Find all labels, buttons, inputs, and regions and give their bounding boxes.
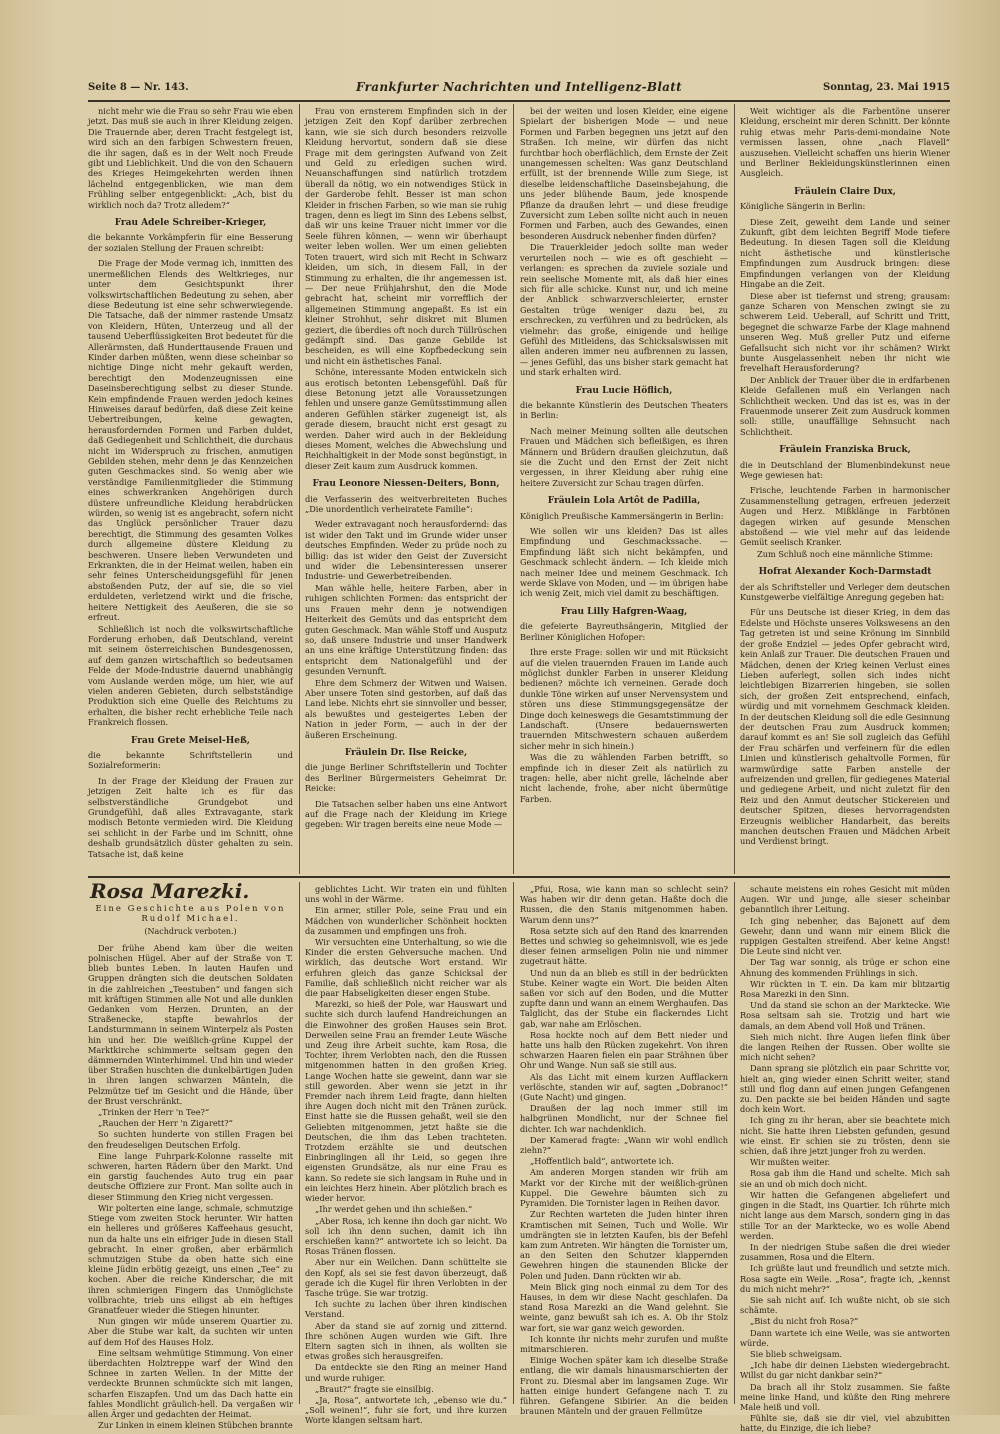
paragraph: Man wähle helle, heitere Farben, aber in ruhigen schlichten Formen: das entspricht der uns Frauen mehr denn je notwendigen Heiterkeit des Gemüts und das entspricht dem guten Geschmack. Man wähle Stoff und Ausputz so, daß unsere Industrie und unser Handwerk an uns eine kräftige Unterstützung finden: das entspricht dem Nationalgefühl und der gesunden Vernunft. xyxy=(305,582,507,677)
paragraph: Schöne, interessante Moden entwickeln sich aus erotisch betonten Lebensgefühl. Daß für diese Betonung jetzt alle Voraussetzungen fehlen und unsere ganze Gemütsstimmung allen anderen Gefühlen stärker zugeneigt ist, als gerade diesem, braucht nicht erst gesagt zu werden. Daher wird auch in der Bekleidung dieses Moment, welches die Abwechslung und Reichhaltigkeit in der Mode sonst begünstigt, in dieser Zeit kaum zum Ausdruck kommen. xyxy=(305,367,507,471)
paragraph: Wir mußten weiter. xyxy=(750,1157,831,1168)
column-divider xyxy=(734,882,735,1404)
reprint-note: (Nachdruck verboten.) xyxy=(144,926,237,936)
paragraph: Rosa hockte noch auf dem Bett nieder und hatte uns halb den Rücken zugekehrt. Von ihren schwarzen Haaren fielen ein paar Strähnen über Ohr und Wange. Nun saß sie still aus. xyxy=(520,1029,728,1071)
author-description: die gefeierte Bayreuthsängerin, Mitglied der Berliner Königlichen Hofoper: xyxy=(520,621,728,642)
masthead xyxy=(88,78,950,102)
author-heading: Fräulein Franziska Bruck, xyxy=(779,445,911,456)
paragraph: „Bist du nicht froh Rosa?“ xyxy=(750,1316,859,1327)
paragraph: Wir hatten die Gefangenen abgeliefert und gingen in die Stadt, ins Quartier. Ich rührte mich nicht lange aus dem Marsch, sondern ging in das stille Tor an der Marktecke, wo es wolle Abend werden. xyxy=(740,1189,950,1241)
paragraph: Die Frage der Mode vermag ich, inmitten des unermeßlichen Elends des Weltkrieges, nur unter dem Gesichtspunkt ihrer volkswirtschaftlichen Bedeutung zu sehen, aber diese Bedeutung ist eine sehr schwerwiegende. Die Tatsache, daß der nimmer rastende Umsatz von Kleidern, Hüten, Unterzeug und all der tausend Ueberflüssigkeiten Brot bedeutet für die Allerärmsten, daß Hunderttausende Frauen und Kinder darben müßten, wenn diese scheinbar so nichtige Dinge nicht mehr gekauft werden, berechtigt den Modenzeugnissen eine Daseinsberechtigung selbst zu dieser Stunde. Kein empfindende Frauen werden jedoch keines Hinweises darauf bedürfen, daß diese Zeit keine Uebertreibungen, keine gewagten, herausfordernden Formen und Farben duldet, daß Gediegenheit und Schlichtheit, die durchaus nicht im Widerspruch zu frischen, anmutigen Gebilden stehen, mehr denn je das Kennzeichen guten Geschmackes sind. So wenig aber wie verständige Familienmitglieder die Stimmung eines schwerkranken Angehörigen durch düstere unfreundliche Kleidung herabdrücken würden, so wenig ist es angebracht, sofern nicht das Unglück persönlicher Trauer dazu berechtigt, die Stimmung des gesamten Volkes durch allgemeine düstere Kleidung zu beschweren. Unsere lieben Verwundeten und Erkrankten, die in der Heimat weilen, haben ein sehr feines Unterscheidungsgefühl für jenen abstoßenden Putz, der auf sie, die so viel erduldeten, verletzend wirkt und die frische, heitere Nettigkeit des Aeußeren, die sie so erfreut. xyxy=(88,258,293,623)
paragraph: Draußen der lag noch immer still im halbgrünen Mondlicht, nur der Schnee fiel dichter. Ich war nachdenklich. xyxy=(520,1103,728,1134)
paragraph: nicht mehr wie die Frau so sehr Frau wie eben jetzt. Das muß sie auch in ihrer Kleidung zeigen. Die Trauernde aber, deren Tracht festgelegt ist, wird sich an den farbigen Schwestern freuen, die ihr sagen, daß es in der Welt noch Freude gibt und Lieblichkeit. Und die von den Schauern des Krieges Heimgekehrten werden ihnen lächelnd entgegenblicken, wie man dem Frühling selber entgegenblickt: „Ach, bist du wirklich noch da? Trotz alledem?“ xyxy=(88,106,293,210)
paragraph: Und nun da an blieb es still in der bedrückten Stube. Keiner wagte ein Wort. Die beiden Alten saßen vor sich auf den Boden, und die Mutter zupfte dann und wann an einem Werghaufen. Das Talglicht, das der Stube ein flackerndes Licht gab, war nahe am Erlöschen. xyxy=(520,967,728,1029)
paragraph: „Ich habe dir deinen Liebsten wiedergebracht. Willst du gar nicht dankbar sein?“ xyxy=(740,1360,950,1381)
issue-date: Sonntag, 23. Mai 1915 xyxy=(822,82,950,93)
paragraph: Ehre dem Schmerz der Witwen und Waisen. Aber unsere Toten sind gestorben, auf daß das Land lebe. Nichts ehrt sie sinnvoller und besser, als bewußtes und gesteigertes Leben der Nation in jeder Form, — auch in der der äußeren Erscheinung. xyxy=(305,677,507,740)
author-description: die bekannte Vorkämpferin für eine Besserung der sozialen Stellung der Frauen schreibt: xyxy=(88,232,293,253)
author-description: die bekannte Künstlerin des Deutschen Theaters in Berlin: xyxy=(520,399,728,421)
paragraph: Frische, leuchtende Farben in harmonischer Zusammenstellung getragen, erfreuen jederzeit Augen und Herz. Mißklänge in Farbtönen dagegen wirken auf gesunde Menschen abstoßend — wie viel mehr auf das leidende Gemüt seelisch Kranker. xyxy=(740,485,950,548)
paragraph: Rosa setzte sich auf den Rand des knarrenden Bettes und schwieg so geheimnisvoll, wie es jede dieser feinen armseligen Polin nie und nimmer zugetraut hätte. xyxy=(520,925,728,967)
article-column-4 xyxy=(740,106,950,872)
paragraph: „Hoffentlich bald“, antwortete ich. xyxy=(530,1156,674,1167)
paragraph: Aber nur ein Weilchen. Dann schüttelte sie den Kopf, als sei sie fest davon überzeugt, daß gerade ich die Kugel für ihren Verlobten in der Tasche trüge. Sie war trotzig. xyxy=(305,1257,507,1298)
paragraph: Eine lange Fuhrpark-Kolonne rasselte mit schweren, harten Rädern über den Markt. Und ein garstig fauchendes Auto trug ein paar deutsche Offiziere zur Front. Man sollte auch in dieser Stimmung den Krieg nicht vergessen. xyxy=(88,1150,293,1202)
column-divider xyxy=(299,104,300,874)
paragraph: Da entdeckte sie den Ring an meiner Hand und wurde ruhiger. xyxy=(305,1362,507,1383)
page-number: Seite 8 — Nr. 143. xyxy=(88,82,189,93)
paragraph: So suchten hunderte von stillen Fragen bei den freudeseligen Deutschen Erfolg. xyxy=(88,1129,293,1150)
author-description: Königlich Preußische Kammersängerin in Berlin: xyxy=(520,510,724,521)
paragraph: In der Frage der Kleidung der Frauen zur jetzigen Zeit halte ich es für das selbstverständliche Grundgebot und Grundgefühl, daß alles Extravagante, stark modisch Betonte vermieden wird. Die Kleidung sei schlicht in der Farbe und im Schnitt, ohne deshalb grundsätzlich düster gehalten zu sein. Tatsache ist, daß keine xyxy=(88,775,293,859)
paragraph: Nach meiner Meinung sollten alle deutschen Frauen und Mädchen sich befleißigen, es ihren Männern und Brüdern draußen gleichzutun, daß sie die Zucht und den Ernst der Zeit nicht vergessen, in ihrer Kleidung aber ruhig eine heitere Zuversicht zur Schau tragen dürfen. xyxy=(520,425,728,488)
paragraph: Aber da stand sie auf zornig und zitternd. Ihre schönen Augen wurden wie Gift. Ihre Eltern sagten sich in ihnen, als wollten sie etwas großes sich herausgreifen. xyxy=(305,1320,507,1362)
column-divider xyxy=(513,882,514,1404)
paragraph: Was die zu wählenden Farben betrifft, so empfinde ich in dieser Zeit als natürlich zu tragen: helle, aber nicht grelle, lächelnde aber nicht lachende, frohe, aber nicht übermütige Farben. xyxy=(520,752,728,804)
story-title: Rosa Marezki. xyxy=(90,879,250,903)
paragraph: schaute meistens ein rohes Gesicht mit müden Augen. Wir und junge, alle sieser scheinbar gebanntlich ihrer Leitung. xyxy=(740,884,950,915)
paragraph: „Trinken der Herr 'n Tee?“ xyxy=(98,1107,210,1118)
paragraph: Für uns Deutsche ist dieser Krieg, in dem das Edelste und Höchste unseres Volkswesens an den Tag getreten ist und seine Krönung im Sinnbild der große Endziel — jedes Opfer gebracht wird, kein Anlaß zur Trauer. Die deutschen Frauen und Mädchen, denen der Krieg keinen Verlust eines Lieben auferlegt, sollen sich indes nicht leichtlebigen Bizarrerien hingeben, sie sollen sich, der großen Zeit entsprechend, einfach, würdig und mit vornehmem Geschmack kleiden. In der deutschen Kleidung soll die edle Gesinnung der deutschen Frau zum Ausdruck kommen; darauf kommt es an! Sie soll zugleich das Gefühl der Frau schärfen und verfeinern für die edlen Linien und künstlerisch gehaltvolle Formen, für warmwürdige satte Farben anstelle der aufreizenden und grellen, für gediegenes Material und gediegene Arbeit, und nicht zuletzt für den Reiz und den Anmut deutscher Stickereien und deutscher Spitzen, dieses hervorragendsten Erzeugnis weiblicher Handarbeit, das bereits manchen deutschen Frauen und Mädchen Arbeit und Verdienst bringt. xyxy=(740,607,950,847)
paragraph: Zur Rechten warteten die Juden hinter ihren Kramtischen mit Seinen, Tuch und Wolle. Wir umdrängten sie in letzten Kaufen, bis der Befehl kam zum Antreten. Wir hängten die Tornister um, an den Seiten den Schutzer klappernden Gewehren hingen die staunenden Blicke der Polen und Juden. Dann rückten wir ab. xyxy=(520,1209,728,1281)
paragraph: Dann sprang sie plötzlich ein paar Schritte vor, hielt an, ging wieder einen Schritt weiter, stand still und flog dann auf einen jungen Gefangenen zu. Den packte sie bei beiden Händen und sagte doch kein Wort. xyxy=(740,1063,950,1115)
author-description: Königliche Sängerin in Berlin: xyxy=(740,201,866,212)
paragraph: Dann wartete ich eine Weile, was sie antworten würde. xyxy=(740,1327,950,1348)
paragraph: Der Anblick der Trauer über die in erdfarbenen Kleide Gefallenen muß ein Verlangen nach Schlichtheit wecken. Und das ist es, was in der Frauenmode unserer Zeit zum Ausdruck kommen soll: stille, unauffällige Sehnsucht nach Schlichtheit. xyxy=(740,374,950,437)
paragraph: Eine seltsam wehmütige Stimmung. Von einer überdachten Holztreppe warf der Wind den Schnee in zarten Wellen. In der Mitte der verdeckte Brunnen schmückte sich mit langen, scharfen Eiszapfen. Und um das Dach hatte ein fahles Mondlicht gräulich-hell. Da vergaßen wir allen Ärger und gedachten der Heimat. xyxy=(88,1347,293,1419)
paragraph: Sieh mich nicht. Ihre Augen liefen flink über die langen Reihen der Russen. Ober wollte sie mich nicht sehen? xyxy=(740,1031,950,1063)
paragraph: Ich ging zu ihr heran, aber sie beachtete mich nicht. Sie hatte ihren Liebsten gefunden, gesund wie einst. Er schien sie zu trösten, denn sie schien, daß ihre jetzt junger froh zu werden. xyxy=(740,1115,950,1157)
paragraph: Ich ging nebenher, das Bajonett auf dem Gewehr, dann und wann mir einem Blick die ruppigen Gestalten streifend. Aber keine Angst! Die Leute sind nicht ver. xyxy=(740,915,950,957)
paragraph: Ich grüßte laut und freundlich und setzte mich. Rosa sagte ein Weile. „Rosa“, fragte ich, „kennst du mich nicht mehr?“ xyxy=(740,1263,950,1294)
paragraph: Der Kamerad fragte: „Wann wir wohl endlich ziehn?“ xyxy=(520,1134,728,1156)
author-description: die bekannte Schriftstellerin und Sozialreformerin: xyxy=(88,749,293,771)
author-heading: Frau Grete Meisel-Heß, xyxy=(131,735,250,746)
author-heading: Frau Lilly Hafgren-Waag, xyxy=(560,606,688,617)
paragraph: Die Trauerkleider jedoch sollte man weder verurteilen noch — wie es oft geschieht — verlangen: es sprechen da zuviele soziale und rein seelische Momente mit, als daß hier eines sich für alle schicke. Kunst nur, und ich meine der Anblick schwarzverschleierter, ernster Gestalten trüge weniger dazu bei, zu erschrecken, zu verführen und zu bedrücken, als vielmehr: das große, einigende und heilige Gefühl des Mitleidens, das Schicksalswissen mit allen anderen immer neu aufbrennen zu lassen, — jenes Gefühl, das uns bisher stark gemacht hat und stark erhalten wird. xyxy=(520,242,728,378)
paragraph: Sie sah nicht auf. Ich wußte nicht, ob sie sich schämte. xyxy=(740,1294,950,1316)
paragraph: Weder extravagant noch herausfordernd: das ist wider den Takt und im Grunde wider unser deutsches Empfinden. Weder zu prüde noch zu billig: das ist wider den Geist der Zuversicht und wider die Lebensinteressen unserer Industrie- und Gewerbetreibenden. xyxy=(305,519,507,582)
paragraph: Der frühe Abend kam über die weiten polnischen Hügel. Aber auf der Straße von T. blieb buntes Leben. In lauten Haufen und Gruppen drängten sich die deutschen Soldaten in die zahlreichen „Teestuben“ und fangen sich mit kräftigen Stimmen alle Not und alle dunklen Gedanken vom Herzen. Drunten, an der Straßenecke, stapfte bewahrlos der Landsturmmann in seinem Winterpelz als Posten hin und her. Die weißlich-grüne Kuppel der Marktkirche schimmerte seltsam gegen den dämmernden Winterhimmel. Und hin und wieder über Straßen huschten die dunkelbärtigen Juden in ihren langen schwarzen Mänteln, die Pelzmütze tief im Gesicht und die Hände, über der Brust verschränkt. xyxy=(88,942,293,1106)
paragraph: „Braut?“ fragte sie einsilbig. xyxy=(315,1383,434,1394)
paragraph: „Ja, Rosa“, antwortete ich, „ebenso wie du.“ „Soll weinen!“, fuhr sie fort, und ihre kurzen Worte klangen seltsam hart. xyxy=(305,1394,507,1426)
paragraph: Diese Zeit, geweiht dem Lande und seiner Zukunft, gibt dem leichten Begriff Mode tiefere Bedeutung. In diesen Tagen soll die Kleidung nicht ästhetische und künstlerische Empfindungen zum Ausdruck bringen: diese Empfindungen verlangen von der Kleidung Hingabe an die Zeit. xyxy=(740,216,950,290)
column-divider xyxy=(734,104,735,874)
paragraph: Die Tatsachen selber haben uns eine Antwort auf die Frage nach der Kleidung im Kriege gegeben: Wir tragen bereits eine neue Mode — xyxy=(305,798,507,830)
paragraph: geblichtes Licht. Wir traten ein und fühlten uns wohl in der Wärme. xyxy=(305,884,507,905)
paragraph: Fühlte sie, daß sie dir viel, viel abzubitten hatte, du Einzige, die ich liebe? xyxy=(740,1413,950,1434)
author-heading: Frau Adele Schreiber-Krieger, xyxy=(114,218,267,229)
column-divider xyxy=(513,104,514,874)
author-description: die Verfasserin des weitverbreiteten Buches „Die unordentlich verheiratete Familie“: xyxy=(305,493,507,515)
story-column-3 xyxy=(520,884,728,1417)
paragraph: Einige Wochen später kam ich dieselbe Straße entlang, die wir damals hinausmarschierten der Front zu. Diesmal aber im langsamen Zuge. Wir hatten einige hundert Gefangene nach T. zu führen. Gefangene Sibirier. An die beiden braunen Mänteln und der grauen Fellmütze xyxy=(520,1355,728,1417)
author-heading: Frau Leonore Niessen-Deiters, Bonn, xyxy=(312,479,500,490)
author-heading: Fräulein Dr. Ilse Reicke, xyxy=(344,747,468,758)
author-description: die in Deutschland der Blumenbindekunst neue Wege gewiesen hat: xyxy=(740,459,950,480)
paragraph: Mein Blick ging noch einmal zu dem Tor des Hauses, in dem wir diese Nacht geschlafen. Da stand Rosa Marezki an die Wand gelehnt. Sie weinte, ganz bewußt sah ich es. A. Ob ihr Stolz war fort, sie war ganz weich geworden. xyxy=(520,1281,728,1333)
paragraph: Und da stand sie schon an der Marktecke. Wie Rosa seltsam sah sie. Trotzig und hart wie damals, an dem Abend voll Hoß und Tränen. xyxy=(740,1000,950,1031)
author-description: der als Schriftsteller und Verleger dem deutschen Kunstgewerbe vielfältige Anregung gegeben hat: xyxy=(740,581,950,603)
paragraph: Wir rückten in T. ein. Da kam mir blitzartig Rosa Marezki in den Sinn. xyxy=(740,978,950,1000)
paragraph: Zum Schluß noch eine männliche Stimme: xyxy=(757,548,933,559)
paragraph: „Pfui, Rosa, wie kann man so schlecht sein? Was haben wir dir denn getan. Haßte doch die Russen, die den Stanis mitgenommen haben. Warum denn uns?“ xyxy=(520,884,728,925)
paragraph: Rosa gab ihm die Hand und schelte. Mich sah sie an und ob mich doch nicht. xyxy=(740,1168,950,1189)
paragraph: Der Tag war sonnig, als trüge er schon eine Ahnung des kommenden Frühlings in sich. xyxy=(740,957,950,978)
paragraph: Ihre erste Frage: sollen wir und mit Rücksicht auf die vielen trauernden Frauen im Lande auch möglichst dunkler Farben in unserer Kleidung bedienen? möchte ich verneinen. Gerade doch dunkle Töne wirken auf unser Nervensystem und stören uns diese Stimmungsgegensätze der Dinge doch keineswegs die Gesamtstimmung der Landschaft. (Unsere bedauernswerten trauernden Mitschwestern schauen außerdem sicher mehr in sich hinein.) xyxy=(520,647,728,751)
paragraph: Frau von ernsterem Empfinden sich in der jetzigen Zeit den Kopf darüber zerbrechen kann, wie sie sich durch besonders reizvolle Kleidung hervortut, sondern daß sie diese Frage mit dem geringsten Aufwand von Zeit und Geld zu erledigen suchen wird. Neuanschaffungen sind natürlich trotzdem überall da nötig, wo ein notwendiges Stück in der Garderobe fehlt. Besser ist man schon Kleider in frischen Farben, so wie man sie ruhig tragen, denn es liegt im Sinn des Lebens selbst, daß wir uns keine Trauer nicht immer vor die Seele führen können, — wenn wir überhaupt weiter leben wollen. Wer um einen geliebten Toten trauert, wird sich mit Recht in Schwarz kleiden, um sich, in diesem Fall, in der Stimmung zu erhalten, die ihr angemessen ist. — Der neue Frühjahrshut, den die Mode gebracht hat, scheint mir vorrefflich der allgemeinen Stimmung angepaßt. Es ist ein kleiner Strohhut, sehr diskret mit Blumen geziert, die überdies oft noch durch Tüllrüschen gedämpft sind. Das ganze Gebilde ist bescheiden, es will eine Kopfbedeckung sein und nicht ein ästhetisches Fanal. xyxy=(305,106,507,366)
paragraph: Ein armer, stiller Pole, seine Frau und ein Mädchen von wunderlicher Schönheit hockten da zusammen und empfingen uns froh. xyxy=(305,905,507,936)
story-column-2 xyxy=(305,884,507,1426)
paragraph: Weit wichtiger als die Farbentöne unserer Kleidung, erscheint mir deren Schnitt. Der könnte ruhig etwas mehr Paris-demi-mondaine Note vermissen lassen, ohne „nach Flavell“ auszusehen. Vielleicht schaffen uns hierin Wiener und Berliner Bekleidungskünstlerinnen einen Ausgleich. xyxy=(740,106,950,179)
paragraph: Ich suchte zu lachen über ihren kindischen Verstand. xyxy=(305,1299,507,1320)
author-heading: Fräulein Lola Artôt de Padilla, xyxy=(547,496,701,507)
paragraph: Als das Licht mit einem kurzen Aufflackern verlöschte, standen wir auf, sagten „Dobranoc!“ (Gute Nacht) und gingen. xyxy=(520,1071,728,1103)
article-column-3 xyxy=(520,106,728,872)
story-subtitle: Eine Geschichte aus Polen von Rudolf Michael. xyxy=(95,904,286,925)
paragraph: Wie sollen wir uns kleiden? Das ist alles Empfindung und Geschmackssache. — Empfindung läßt sich nicht bekämpfen, und Geschmack schlecht ändern. — Ich kleide mich nach meiner Idee und meinem Geschmack. Ich werde Sklave von Moden, und — im übrigen habe ich wenig Zeit, mich viel damit zu beschäftigen. xyxy=(520,526,728,599)
article-column-1 xyxy=(88,106,293,872)
paragraph: Wir versuchten eine Unterhaltung, so wie die Kinder die ersten Gehversuche machen. Und wirklich, das deutsche Wort erstand. Wir erfuhren gleich das ganze Schicksal der Familie, daß schließlich nicht reicher war als die paar Habseligkeiten dieser engen Stube. xyxy=(305,937,507,999)
author-heading: Frau Lucie Höflich, xyxy=(575,385,673,396)
author-description: die junge Berliner Schriftstellerin und Tochter des Berliner Bürgermeisters Geheimrat Dr. Reicke: xyxy=(305,762,507,794)
author-heading: Fräulein Claire Dux, xyxy=(794,186,896,197)
section-divider xyxy=(88,876,950,878)
newspaper-title: Frankfurter Nachrichten und Intelligenz-Blatt xyxy=(356,80,682,94)
paragraph: Marezki, so hieß der Pole, war Hauswart und suchte sich durch laufend Handreichungen an die Einwohner des großen Hauses sein Brot. Derweilen seine Frau an fremder Leute Wäsche und Zeug ihre Arbeit suchte, kam Rosa, die Tochter, ihrem Verlobten nach, den die Russen mitgenommen hatten in den großen Krieg. Lange Wochen hatte sie geweint, dann war sie still geworden. Aber wenn sie jetzt in ihr Fremder nach ihrem Leid fragte, dann hielten ihre Augen doch nicht mit den Tränen zurück. Einst hatte sie die Russen gehaßt, weil sie den Geliebten mitgenommen, jetzt haßte sie die Deutschen, die ihm das Leben trachteten. Trotzdem erzählte sie und deutschen Einbringlingen all ihr Leid, so gegen ihre eigensten Grundsätze, als nur eine Frau es kann. So redete sie sich langsam in Ruhe und in ein leichtes Herz hinein. Aber plötzlich brach es wieder hervor. xyxy=(305,999,507,1204)
paragraph: „Rauchen der Herr 'n Zigarett?“ xyxy=(98,1118,233,1129)
paragraph: „Ihr werdet gehen und ihn schießen.“ xyxy=(315,1204,473,1215)
story-column-4 xyxy=(740,884,950,1434)
paragraph: „Aber Rosa, ich kenne ihn doch gar nicht. Wo soll ich ihn denn suchen, damit ich ihn erschießen kann?“ antwortete ich so leicht. Da Rosas Tränen flossen. xyxy=(305,1215,507,1257)
article-column-2 xyxy=(305,106,507,872)
author-heading: Hofrat Alexander Koch-Darmstadt xyxy=(758,567,932,578)
paragraph: Diese aber ist tiefernst und streng; grausam: ganze Scharen von Menschen zwingt sie zu schwerem Leid. Ueberall, auf Schritt und Tritt, begegnet die schwarze Farbe der Klage mahnend unseren Weg. Muß greller Putz und eiferne Gefallsucht sich nicht vor ihr schämen? Wirkt bunte Ausgelassenheit neben ihr nicht wie frevelhaft Herausforderung? xyxy=(740,290,950,374)
paragraph: Ich konnte ihr nichts mehr zurufen und mußte mitmarschieren. xyxy=(520,1333,728,1354)
paragraph: Zur Linken in einem kleinen Stübchen brannte xyxy=(98,1420,293,1431)
story-column-1 xyxy=(88,879,293,1431)
paragraph: Am anderen Morgen standen wir früh am Markt vor der Kirche mit der weißlich-grünen Kuppel. Die Gewehre bäumten sich zu Pyramiden. Die Tornister lagen in Reihen davor. xyxy=(520,1167,728,1209)
paragraph: Da brach all ihr Stolz zusammen. Sie faßte meine linke Hand, und küßte den Ring mehrere Male heiß und voll. xyxy=(740,1381,950,1412)
paragraph: Nun gingen wir müde unserem Quartier zu. Aber die Stube war kalt, da suchten wir unten auf dem Hof des Hauses Holz. xyxy=(88,1316,293,1347)
paragraph: Sie blieb schweigsam. xyxy=(750,1348,843,1359)
paragraph: In der niedrigen Stube saßen die drei wieder zusammen, Rosa und die Eltern. xyxy=(740,1241,950,1263)
paragraph: Wir polterten eine lange, schmale, schmutzige Stiege vom zweiten Stock herunter. Wir hatten ein helleres und größeres Kaffeehaus gesucht, nun da halte uns ein eifriger Jude in diesen Stall gebracht. In einer großen, aber erbärmlich schmutzigen Stube da oben hatte sich eine kleine Jüdin erbötig gezeigt, uns einen „Tee“ zu kochen. Aber die reiche Kinderschar, die mit ihren schmierigen Fingern das Unmöglichste vollbrachte, trieb uns eiligst ab ein heftiges Granatfeuer wieder die Stiegen hinunter. xyxy=(88,1202,293,1315)
column-divider xyxy=(299,882,300,1404)
paragraph: Schließlich ist noch die volkswirtschaftliche Forderung erhoben, daß Deutschland, vereint mit seinem österreichischen Bundesgenossen, auf dem ganzen wirtschaftlich so bedeutsamen Felde der Mode-Industrie dauernd unabhängig vom Auslande werden möge, um hier, wie auf vielen anderen Gebieten, durch selbstständige Produktion sich eine Quelle des Reichtums zu erhalten, die bisher recht erhebliche Teile nach Frankreich flossen. xyxy=(88,623,293,728)
paragraph: bei der weiten und losen Kleider, eine eigene Spielart der bisherigen Mode — und neue Formen und Farben begegnen uns jetzt auf den Straßen. Ich meine, wir dürfen das nicht furchtbar hoch oberflächlich, dem Ernste der Zeit unangemessen schelten: Was ganz Deutschland erfüllt, ist der brennende Wille zum Siege, ist dieselbe leidenschaftliche Daseinsbejahung, die uns jeder blühende Baum, jede knospende Pflanze da draußen lehrt — und diese freudige Zuversicht zum Leben sollte nicht auch in neuen Formen und Farben, auch des Gewandes, einen besonderen Ausdruck nebenher finden dürfen? xyxy=(520,106,728,241)
